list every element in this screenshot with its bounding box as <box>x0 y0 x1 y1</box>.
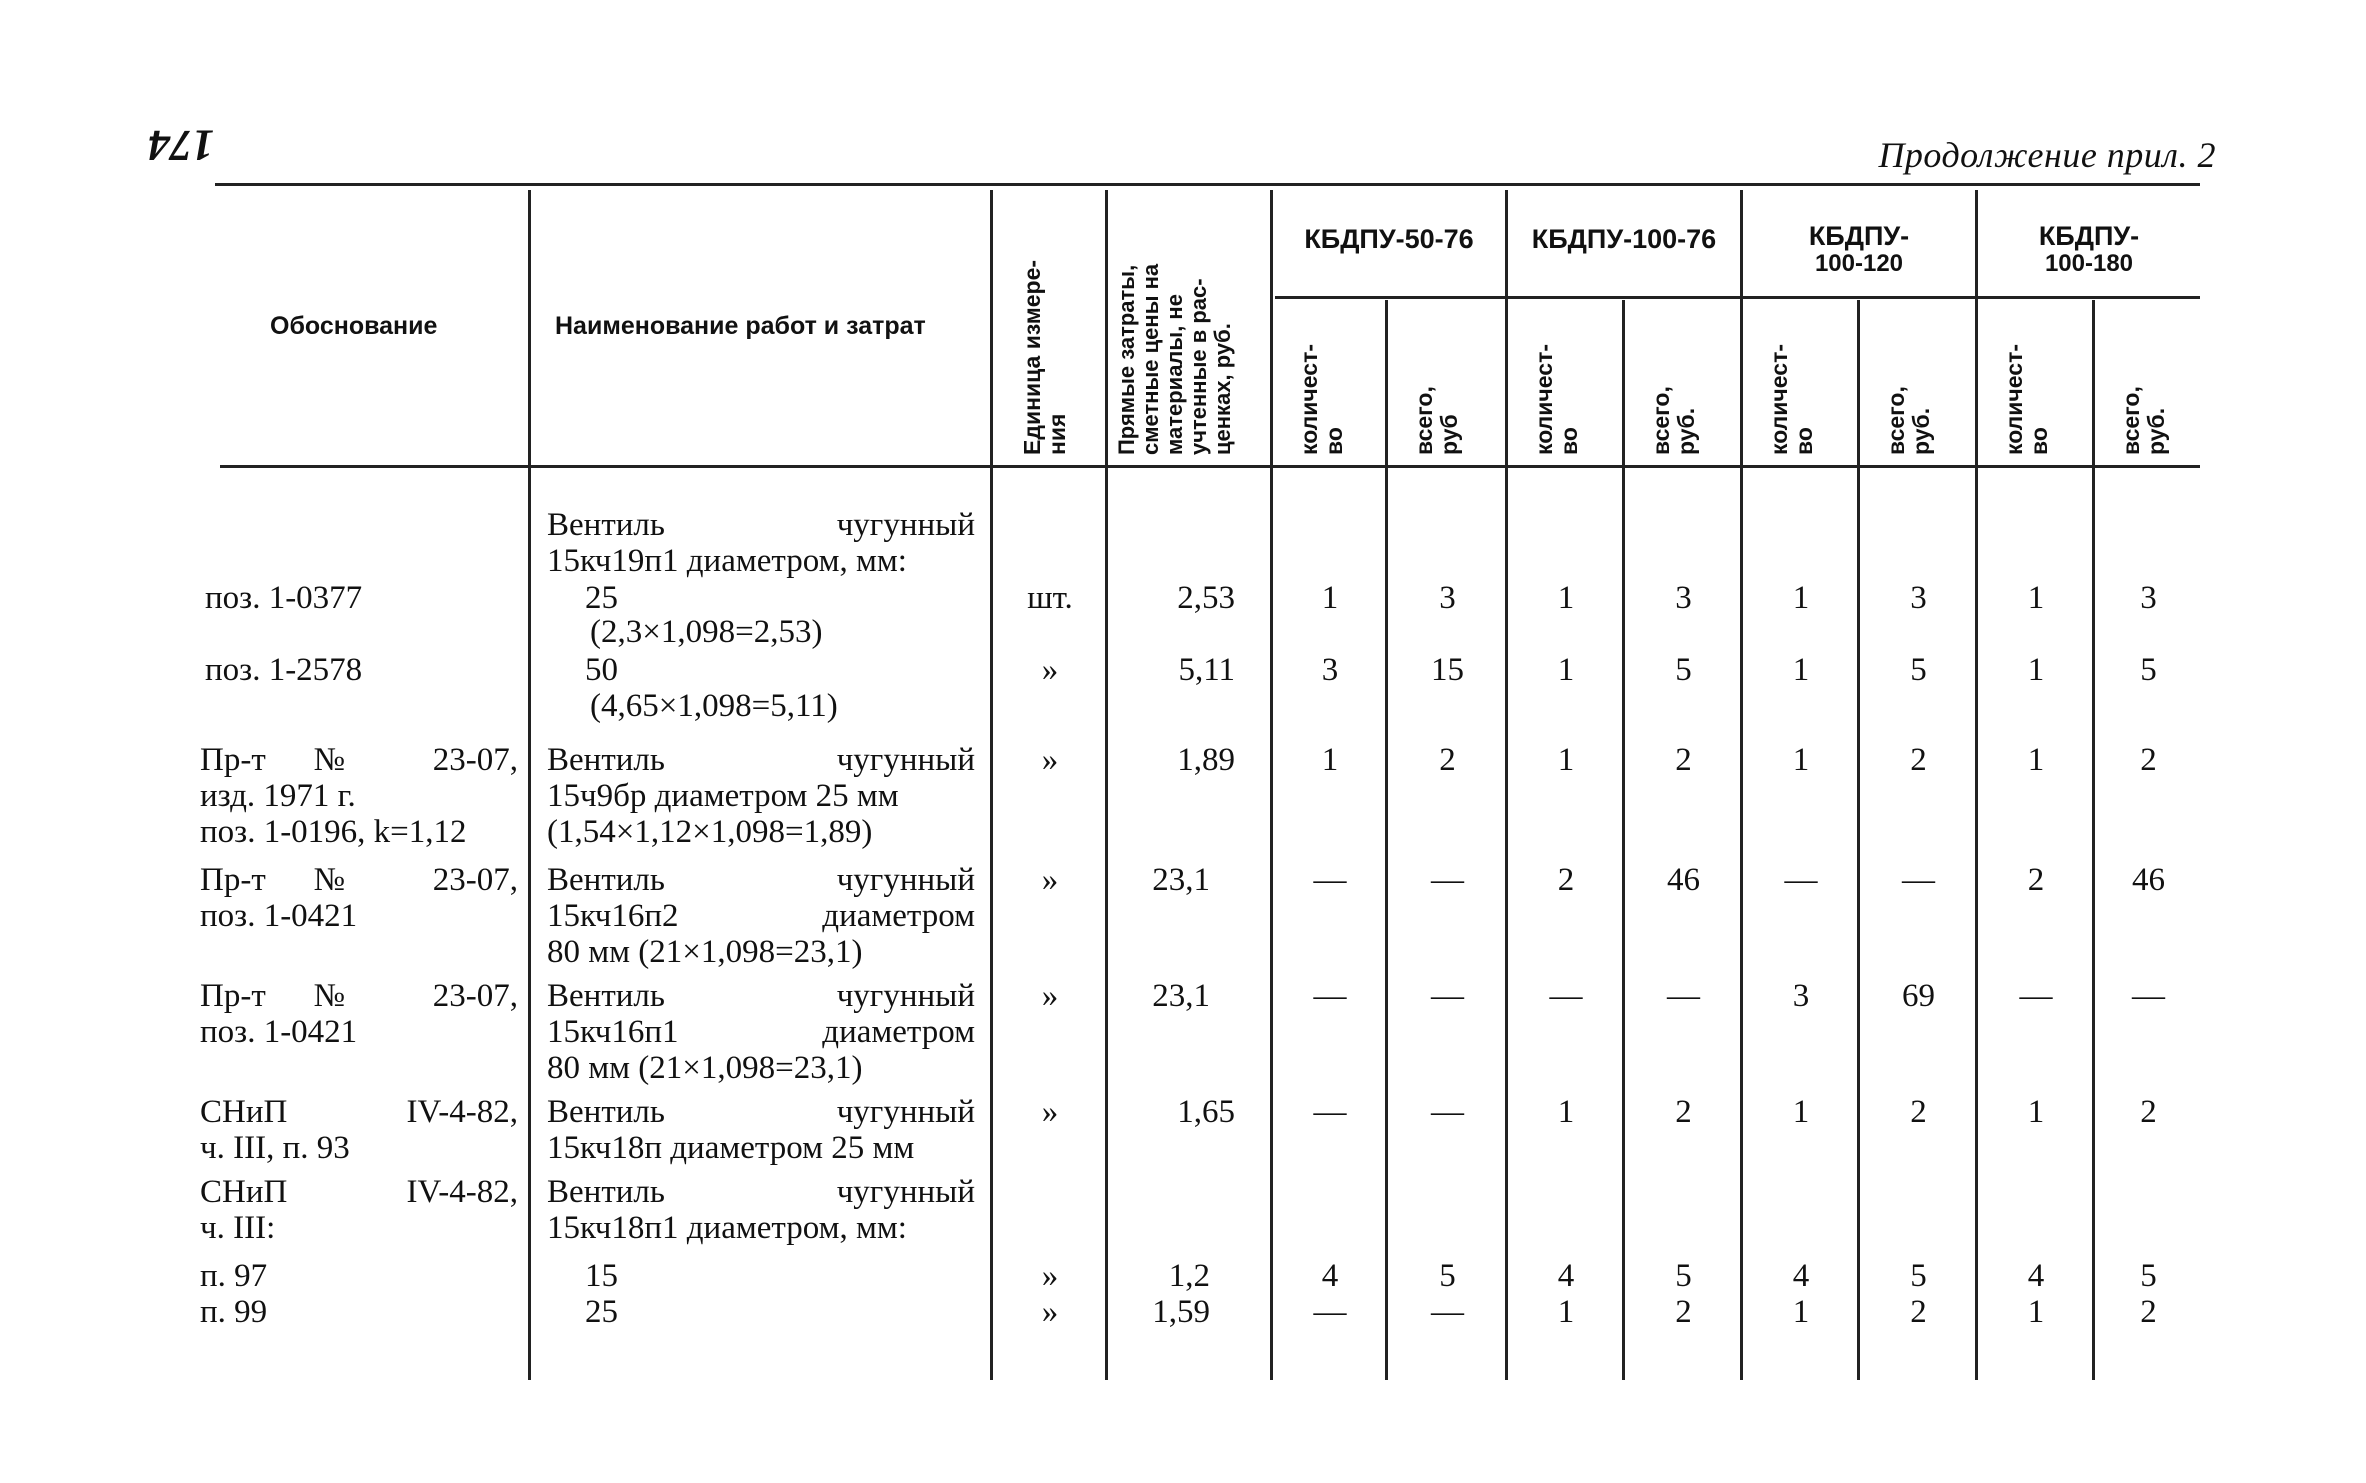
col-divider <box>1622 300 1625 1380</box>
col-divider <box>1857 300 1860 1380</box>
name-line: Вентиль чугунный <box>547 978 975 1014</box>
basis-line: Пр-т № 23-07, <box>200 742 518 778</box>
col-divider <box>528 190 531 1380</box>
value-cell: 1 <box>1321 580 1339 616</box>
value-cell: 5 <box>1910 1258 1927 1294</box>
value-cell: 1 <box>1321 742 1339 778</box>
basis-line: Пр-т № 23-07, <box>200 862 518 898</box>
cost-cell: 1,89 <box>1177 742 1235 778</box>
group-header-kbdpu-100-120: КБДПУ- 100-120 <box>1808 221 1910 277</box>
value-cell: 46 <box>2132 862 2165 898</box>
subheader-total: всего, руб <box>1411 386 1462 455</box>
value-cell: 1 <box>1557 1094 1575 1130</box>
basis-line: поз. 1-0196, k=1,12 <box>200 814 467 850</box>
col-divider <box>1385 300 1388 1380</box>
cost-cell: 5,11 <box>1178 652 1235 688</box>
cost-cell: 23,1 <box>1152 862 1210 898</box>
cost-cell: 1,65 <box>1177 1094 1235 1130</box>
header-direct-costs: Прямые затраты, сметные цены на материалы, не учтенные в рас- ценках, руб. <box>1114 263 1235 455</box>
name-line: Вентиль чугунный <box>547 1094 975 1130</box>
name-line: 15кч19п1 диаметром, мм: <box>547 543 907 579</box>
value-cell: 2 <box>1675 1094 1692 1130</box>
value-cell: 3 <box>1675 580 1692 616</box>
value-cell: — <box>1313 1094 1347 1130</box>
value-cell: — <box>1902 862 1935 898</box>
continuation-caption: Продолжение прил. 2 <box>1878 135 2216 175</box>
basis-line: СНиП IV-4-82, <box>200 1094 518 1130</box>
basis-cell: поз. 1-0377 <box>205 580 363 616</box>
value-cell: 46 <box>1667 862 1700 898</box>
value-cell: 2 <box>1439 742 1456 778</box>
value-cell: 1 <box>2027 742 2045 778</box>
value-cell: 5 <box>1910 652 1927 688</box>
unit-cell: » <box>1041 742 1059 778</box>
name-line: 50 <box>585 652 618 688</box>
basis-line: ч. III: <box>200 1210 276 1246</box>
value-cell: 4 <box>1321 1258 1339 1294</box>
subheader-quantity: количест- во <box>2001 344 2052 455</box>
value-cell: 4 <box>1792 1258 1810 1294</box>
col-divider <box>2092 300 2095 1380</box>
value-cell: 2 <box>1557 862 1575 898</box>
name-line: 80 мм (21×1,098=23,1) <box>547 1050 863 1086</box>
name-line: 25 <box>585 1294 618 1330</box>
value-cell: 1 <box>1792 1294 1810 1330</box>
value-cell: 1 <box>1792 1094 1810 1130</box>
value-cell: 1 <box>1557 652 1575 688</box>
subheader-quantity: количест- во <box>1766 344 1817 455</box>
name-line: 15ч9бр диаметром 25 мм <box>547 778 899 814</box>
value-cell: 15 <box>1431 652 1464 688</box>
name-line: 15кч18п1 диаметром, мм: <box>547 1210 907 1246</box>
col-divider <box>1740 190 1743 1380</box>
col-divider <box>1505 190 1508 1380</box>
header-bottom-rule <box>220 465 2200 468</box>
value-cell: 2 <box>2027 862 2045 898</box>
group-header-kbdpu-100-76: КБДПУ-100-76 <box>1531 224 1717 254</box>
basis-line: изд. 1971 г. <box>200 778 356 814</box>
value-cell: 4 <box>1557 1258 1575 1294</box>
cost-cell: 23,1 <box>1152 978 1210 1014</box>
basis-line: поз. 1-0421 <box>200 1014 358 1050</box>
subheader-total: всего, руб. <box>2118 386 2169 455</box>
group-header-kbdpu-100-180: КБДПУ- 100-180 <box>2038 221 2140 277</box>
value-cell: 1 <box>1557 580 1575 616</box>
unit-cell: » <box>1041 652 1059 688</box>
name-line: (4,65×1,098=5,11) <box>590 688 838 724</box>
name-line: (2,3×1,098=2,53) <box>590 614 823 650</box>
value-cell: 5 <box>2140 652 2157 688</box>
value-cell: 2 <box>2140 742 2157 778</box>
value-cell: 1 <box>2027 1294 2045 1330</box>
value-cell: 3 <box>1321 652 1339 688</box>
name-line: Вентиль чугунный <box>547 742 975 778</box>
value-cell: 3 <box>1792 978 1810 1014</box>
name-line: 15 <box>585 1258 618 1294</box>
value-cell: 2 <box>1910 1094 1927 1130</box>
value-cell: 5 <box>1675 1258 1692 1294</box>
name-line: Вентиль чугунный <box>547 862 975 898</box>
cost-cell: 1,2 <box>1168 1258 1210 1294</box>
value-cell: 3 <box>1910 580 1927 616</box>
value-cell: — <box>1431 1294 1464 1330</box>
basis-line: Пр-т № 23-07, <box>200 978 518 1014</box>
subheader-total: всего, руб. <box>1648 386 1699 455</box>
unit-cell: » <box>1041 1258 1059 1294</box>
cost-cell: 1,59 <box>1152 1294 1210 1330</box>
value-cell: 1 <box>1557 742 1575 778</box>
value-cell: — <box>1431 1094 1464 1130</box>
value-cell: 2 <box>1910 742 1927 778</box>
unit-cell: шт. <box>1027 580 1073 616</box>
name-line: Вентиль чугунный <box>547 1174 975 1210</box>
unit-cell: » <box>1041 1294 1059 1330</box>
value-cell: — <box>1431 978 1464 1014</box>
value-cell: 2 <box>1675 742 1692 778</box>
name-line: Вентиль чугунный <box>547 507 975 543</box>
name-line: 15кч16п2 диаметром <box>547 898 975 934</box>
table-top-rule <box>215 183 2200 186</box>
value-cell: 1 <box>2027 1094 2045 1130</box>
unit-cell: » <box>1041 978 1059 1014</box>
name-line: 80 мм (21×1,098=23,1) <box>547 934 863 970</box>
basis-cell: п. 99 <box>200 1294 268 1330</box>
name-line: 25 <box>585 580 618 616</box>
col-divider <box>990 190 993 1380</box>
value-cell: 1 <box>2027 580 2045 616</box>
value-cell: 3 <box>2140 580 2157 616</box>
group-sub-rule <box>1275 296 2200 299</box>
basis-line: ч. III, п. 93 <box>200 1130 350 1166</box>
name-line: (1,54×1,12×1,098=1,89) <box>547 814 873 850</box>
value-cell: — <box>2132 978 2165 1014</box>
value-cell: — <box>1313 1294 1347 1330</box>
value-cell: 1 <box>2027 652 2045 688</box>
value-cell: 2 <box>2140 1094 2157 1130</box>
page-number: 174 <box>148 121 214 170</box>
header-name: Наименование работ и затрат <box>555 312 926 340</box>
value-cell: 2 <box>1675 1294 1692 1330</box>
value-cell: 3 <box>1439 580 1456 616</box>
value-cell: 5 <box>2140 1258 2157 1294</box>
name-line: 15кч16п1 диаметром <box>547 1014 975 1050</box>
name-line: 15кч18п диаметром 25 мм <box>547 1130 915 1166</box>
value-cell: — <box>1784 862 1818 898</box>
value-cell: 1 <box>1557 1294 1575 1330</box>
value-cell: 2 <box>1910 1294 1927 1330</box>
value-cell: — <box>1667 978 1700 1014</box>
unit-cell: » <box>1041 862 1059 898</box>
header-unit: Единица измере- ния <box>1019 259 1070 455</box>
value-cell: 2 <box>2140 1294 2157 1330</box>
basis-line: поз. 1-0421 <box>200 898 358 934</box>
subheader-quantity: количест- во <box>1296 344 1347 455</box>
value-cell: 5 <box>1439 1258 1456 1294</box>
value-cell: — <box>1313 978 1347 1014</box>
value-cell: 69 <box>1902 978 1935 1014</box>
basis-cell: п. 97 <box>200 1258 268 1294</box>
group-header-kbdpu-50-76: КБДПУ-50-76 <box>1304 224 1474 254</box>
subheader-total: всего, руб. <box>1883 386 1934 455</box>
basis-cell: поз. 1-2578 <box>205 652 363 688</box>
col-divider <box>1975 190 1978 1380</box>
value-cell: 4 <box>2027 1258 2045 1294</box>
value-cell: — <box>2019 978 2053 1014</box>
value-cell: — <box>1313 862 1347 898</box>
header-basis: Обоснование <box>270 312 438 340</box>
value-cell: 1 <box>1792 652 1810 688</box>
subheader-quantity: количест- во <box>1531 344 1582 455</box>
basis-line: СНиП IV-4-82, <box>200 1174 518 1210</box>
value-cell: 5 <box>1675 652 1692 688</box>
value-cell: 1 <box>1792 580 1810 616</box>
value-cell: — <box>1431 862 1464 898</box>
cost-cell: 2,53 <box>1177 580 1235 616</box>
value-cell: 1 <box>1792 742 1810 778</box>
col-divider <box>1105 190 1108 1380</box>
value-cell: — <box>1549 978 1583 1014</box>
unit-cell: » <box>1041 1094 1059 1130</box>
col-divider <box>1270 190 1273 1380</box>
